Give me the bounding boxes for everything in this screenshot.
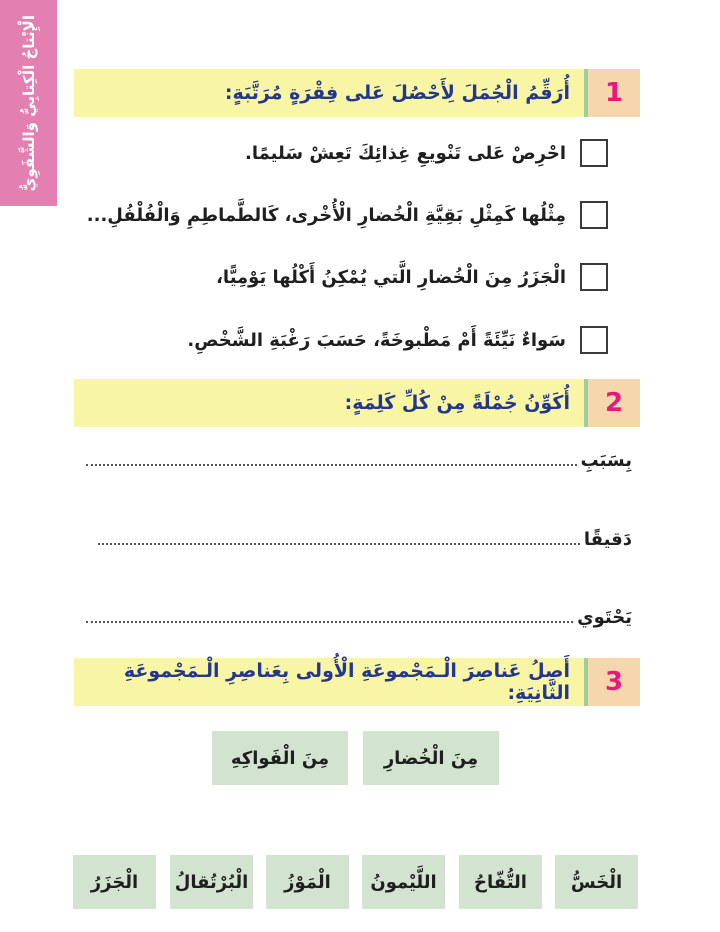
order-item-1-text: احْرِصْ عَلى تَنْويعِ غِذائِكَ تَعِشْ سَليمًا. — [245, 142, 566, 164]
order-item-2-text: مِثْلُها كَمِثْلِ بَقِيَّةِ الْخُضارِ الْأُخْرى، كَالطَّماطِمِ وَالْفُلْفُلِ... — [86, 204, 566, 226]
order-item-1 — [74, 133, 608, 173]
element-box-5[interactable]: الْبُرْتُقالُ — [170, 855, 253, 909]
element-box-2[interactable]: التُّفّاحُ — [459, 855, 542, 909]
order-checkbox-3[interactable] — [580, 263, 608, 291]
word-line-2 — [98, 529, 632, 550]
section-3-title: أَصِلُ عَناصِرَ الْـمَجْموعَةِ الْأُولى بِعَناصِرِ الْـمَجْموعَةِ الثّانِيَةِ: — [123, 660, 570, 704]
order-checkbox-2[interactable] — [580, 201, 608, 229]
answer-line-3[interactable] — [86, 621, 573, 623]
order-checkbox-4[interactable] — [580, 326, 608, 354]
order-checkbox-1[interactable] — [580, 139, 608, 167]
section-2-number: 2 — [584, 379, 640, 427]
word-3: يَحْتَوي — [577, 607, 632, 628]
order-item-4-text: سَواءٌ نَيِّئَةً أَمْ مَطْبوخَةً، حَسَبَ رَغْبَةِ الشَّخْصِ. — [187, 329, 566, 351]
section-1-title: أُرَقِّمُ الْجُمَلَ لِأَحْصُلَ عَلى فِقْرَةٍ مُرَتَّبَةٍ: — [224, 82, 570, 104]
element-box-4[interactable]: الْمَوْزُ — [266, 855, 349, 909]
order-item-3 — [74, 257, 608, 297]
group-box-vegetables[interactable]: مِنَ الْخُضارِ — [363, 731, 499, 785]
answer-line-2[interactable] — [98, 543, 580, 545]
section-3-header — [74, 658, 640, 706]
word-1: بِسَبَبِ — [580, 450, 632, 471]
word-line-3 — [86, 607, 632, 628]
order-item-2 — [74, 195, 608, 235]
section-3-number: 3 — [584, 658, 640, 706]
element-box-6[interactable]: الْجَزَرُ — [73, 855, 156, 909]
section-1-header — [74, 69, 640, 117]
element-box-3[interactable]: اللَّيْمونُ — [362, 855, 445, 909]
word-2: دَقيقًا — [583, 529, 632, 550]
side-tab-label: الْإِنْتاجُ الْكِتابِيُّ وَالشَّفَوِيُّ — [19, 14, 38, 192]
word-line-1 — [86, 450, 632, 471]
answer-line-1[interactable] — [86, 464, 577, 466]
section-1-number: 1 — [584, 69, 640, 117]
section-2-header — [74, 379, 640, 427]
group-box-fruits[interactable]: مِنَ الْفَواكِهِ — [212, 731, 348, 785]
side-tab — [0, 0, 57, 206]
order-item-3-text: الْجَزَرُ مِنَ الْخُضارِ الَّتي يُمْكِنُ أَكْلُها يَوْمِيًّا، — [216, 266, 566, 288]
order-item-4 — [74, 320, 608, 360]
section-2-title: أُكَوِّنُ جُمْلَةً مِنْ كُلِّ كَلِمَةٍ: — [344, 392, 570, 414]
element-box-1[interactable]: الْخَسُّ — [555, 855, 638, 909]
